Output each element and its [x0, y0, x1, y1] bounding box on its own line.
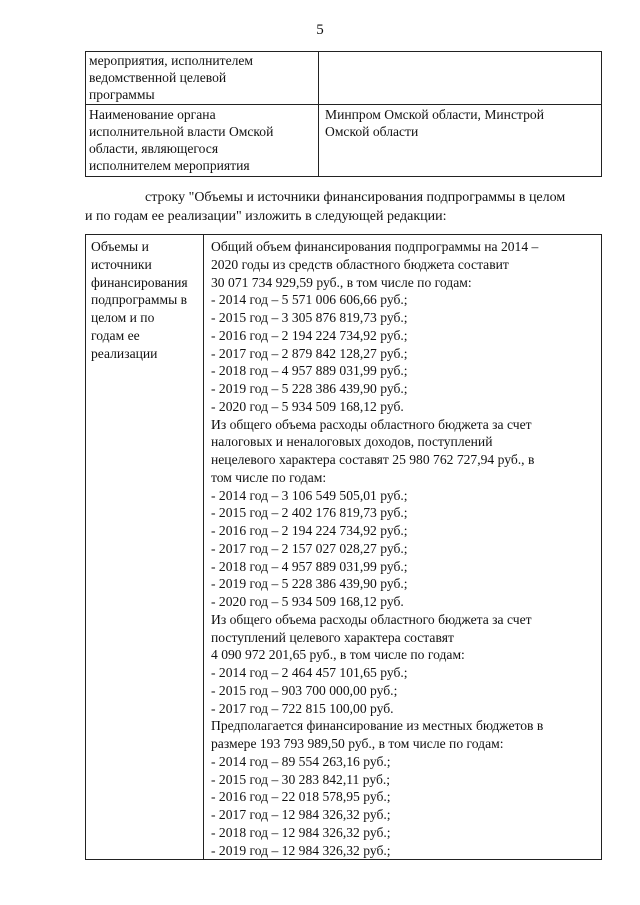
- executor-label-cell: [86, 52, 319, 105]
- text-line: исполнителем мероприятия: [89, 158, 250, 174]
- text-line: исполнительной власти Омской: [89, 123, 274, 139]
- text-line: - 2020 год – 5 934 509 168,12 руб.: [211, 594, 404, 609]
- text-line: налоговых и неналоговых доходов, поступлений: [211, 434, 493, 450]
- text-line: - 2018 год – 4 957 889 031,99 руб.;: [211, 558, 408, 574]
- executor-table-row: [86, 52, 602, 105]
- text-line: - 2017 год – 2 879 842 128,27 руб.;: [211, 345, 408, 361]
- text-line: - 2015 год – 30 283 842,11 руб.;: [211, 771, 391, 787]
- text-line: Омской области: [325, 123, 419, 139]
- text-line: - 2015 год – 903 700 000,00 руб.;: [211, 682, 398, 698]
- financing-table: [85, 234, 602, 860]
- text-line: том числе по годам:: [211, 469, 327, 485]
- text-line: - 2015 год – 2 402 176 819,73 руб.;: [211, 505, 408, 521]
- text-line: 30 071 734 929,59 руб., в том числе по годам:: [211, 274, 472, 290]
- text-line: - 2018 год – 12 984 326,32 руб.;: [211, 824, 391, 840]
- text-line: размере 193 793 989,50 руб., в том числе по годам:: [211, 736, 504, 751]
- text-line: Из общего объема расходы областного бюджета за счет: [211, 416, 532, 432]
- text-line: ведомственной целевой: [89, 70, 227, 86]
- text-line: - 2014 год – 5 571 006 606,66 руб.;: [211, 292, 408, 308]
- text-line: Из общего объема расходы областного бюджета за счет: [211, 611, 532, 627]
- text-line: финансирования: [91, 274, 188, 290]
- authority-value-cell: [319, 104, 602, 176]
- text-line: реализации: [91, 345, 158, 361]
- financing-content-cell: [204, 235, 602, 860]
- page-number: 5: [316, 22, 324, 38]
- text-line: - 2014 год – 89 554 263,16 руб.;: [211, 753, 391, 769]
- text-line: источники: [91, 256, 152, 272]
- text-line: Наименование органа: [89, 106, 216, 122]
- instruction-line: и по годам ее реализации" изложить в следующей редакции:: [85, 209, 447, 224]
- text-line: - 2016 год – 2 194 224 734,92 руб.;: [211, 327, 408, 343]
- text-line: поступлений целевого характера составят: [211, 629, 454, 645]
- text-line: - 2019 год – 5 228 386 439,90 руб.;: [211, 381, 408, 396]
- text-line: 4 090 972 201,65 руб., в том числе по годам:: [211, 647, 465, 663]
- text-line: - 2017 год – 2 157 027 028,27 руб.;: [211, 540, 408, 556]
- executor-table: [85, 51, 602, 177]
- instruction-line: строку "Объемы и источники финансирования подпрограммы в целом: [145, 190, 566, 205]
- text-line: - 2016 год – 22 018 578,95 руб.;: [211, 789, 391, 805]
- text-line: - 2019 год – 5 228 386 439,90 руб.;: [211, 576, 408, 592]
- text-line: - 2020 год – 5 934 509 168,12 руб.: [211, 398, 404, 414]
- text-line: целом и по: [91, 310, 155, 325]
- instruction-paragraph: [85, 188, 602, 226]
- text-line: 2020 годы из средств областного бюджета составит: [211, 256, 509, 272]
- text-line: годам ее: [91, 327, 140, 343]
- text-line: нецелевого характера составят 25 980 762 727,94 руб., в: [211, 452, 535, 467]
- text-line: - 2015 год – 3 305 876 819,73 руб.;: [211, 310, 408, 325]
- financing-table-row: [86, 235, 602, 860]
- executor-table-row: [86, 104, 602, 176]
- financing-label-cell: [86, 235, 204, 860]
- text-line: - 2014 год – 3 106 549 505,01 руб.;: [211, 487, 408, 503]
- text-line: мероприятия, исполнителем: [89, 53, 254, 68]
- text-line: - 2017 год – 722 815 100,00 руб.: [211, 700, 394, 716]
- executor-value-cell: [319, 52, 602, 105]
- text-line: Объемы и: [91, 239, 149, 254]
- text-line: - 2014 год – 2 464 457 101,65 руб.;: [211, 665, 408, 680]
- text-line: Предполагается финансирование из местных бюджетов в: [211, 718, 544, 734]
- text-line: - 2016 год – 2 194 224 734,92 руб.;: [211, 523, 408, 538]
- text-line: подпрограммы в: [91, 292, 188, 308]
- text-line: - 2018 год – 4 957 889 031,99 руб.;: [211, 363, 408, 379]
- text-line: области, являющегося: [89, 141, 219, 157]
- text-line: Минпром Омской области, Минстрой: [325, 106, 544, 122]
- text-line: - 2017 год – 12 984 326,32 руб.;: [211, 807, 391, 822]
- text-line: - 2019 год – 12 984 326,32 руб.;: [211, 842, 391, 858]
- authority-label-cell: [86, 104, 319, 176]
- text-line: Общий объем финансирования подпрограммы на 2014 –: [211, 239, 539, 254]
- text-line: программы: [89, 87, 155, 103]
